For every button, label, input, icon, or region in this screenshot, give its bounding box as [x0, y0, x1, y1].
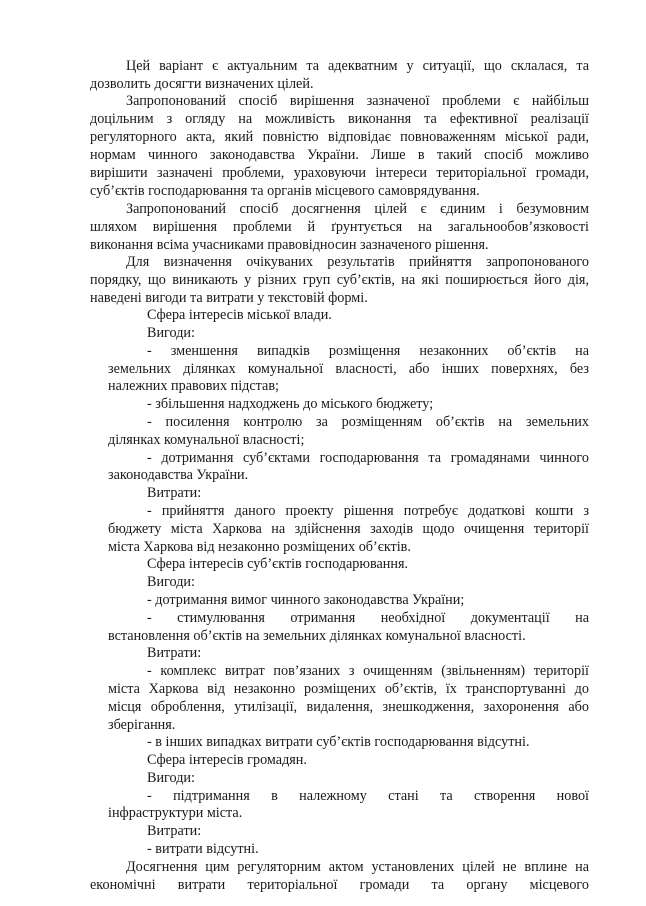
text-line: дозволить досягти визначених цілей. [90, 76, 314, 92]
list-item: - дотримання вимог чинного законодавства України; [147, 592, 465, 608]
text-line: вирішити зазначені проблеми, ураховуючи інтереси територіальної громади, [90, 165, 589, 181]
list-item: - в інших випадках витрати суб’єктів господарювання відсутні. [147, 734, 530, 750]
list-item: - зменшення випадків розміщення незаконних об’єктів на [147, 343, 589, 359]
list-item: - стимулювання отримання необхідної документації на [147, 610, 589, 626]
text-line: місця оброблення, утилізації, видалення, знешкодження, захоронення або [108, 699, 589, 715]
text-line: міста Харкова від незаконно розміщених об’єктів. [108, 539, 411, 555]
text-line: належних правових підстав; [108, 378, 279, 394]
text-line: нормам чинного законодавства України. Лише в такий спосіб можливо [90, 147, 589, 163]
list-item: - збільшення надходжень до міського бюджету; [147, 396, 434, 412]
text-line: виконання всіма учасниками правовідносин зазначеного рішення. [90, 237, 489, 253]
text-line: шляхом вирішення проблеми й ґрунтується на загальнообов’язковості [90, 219, 589, 235]
text-line: наведені вигоди та витрати у текстовій формі. [90, 290, 368, 306]
text-line: Запропонований спосіб вирішення зазначеної проблеми є найбільш [126, 93, 589, 109]
subheading: Вигоди: [147, 770, 195, 786]
subheading: Витрати: [147, 645, 202, 661]
text-line: Цей варіант є актуальним та адекватним у ситуації, що склалася, та [126, 58, 589, 74]
text-line: Досягнення цим регуляторним актом установлених цілей не вплине на [126, 859, 589, 875]
text-line: доцільним з огляду на можливість виконання та ефективної реалізації [90, 111, 589, 127]
subheading: Витрати: [147, 823, 202, 839]
list-item: - комплекс витрат пов’язаних з очищенням (звільненням) території [147, 663, 589, 679]
text-line: економічні витрати територіальної громади та органу місцевого [90, 877, 589, 893]
list-item: - прийняття даного проекту рішення потребує додаткові кошти з [147, 503, 589, 519]
subheading: Витрати: [147, 485, 202, 501]
text-line: регуляторного акта, який повністю відповідає повноваженням міської ради, [90, 129, 589, 145]
text-line: міста Харкова від незаконно розміщених об’єктів, їх транспортуванні до [108, 681, 589, 697]
list-item: - посилення контролю за розміщенням об’єктів на земельних [147, 414, 589, 430]
text-line: Запропонований спосіб досягнення цілей є єдиним і безумовним [126, 201, 589, 217]
section-heading: Сфера інтересів міської влади. [147, 307, 332, 323]
text-line: законодавства України. [108, 467, 249, 483]
text-line: земельних ділянках комунальної власності, або інших поверхнях, без [108, 361, 589, 377]
text-line: встановлення об’єктів на земельних ділянках комунальної власності. [108, 628, 526, 644]
text-line: Для визначення очікуваних результатів прийняття запропонованого [126, 254, 589, 270]
subheading: Вигоди: [147, 574, 195, 590]
text-line: суб’єктів господарювання та органів місцевого самоврядування. [90, 183, 480, 199]
subheading: Вигоди: [147, 325, 195, 341]
list-item: - підтримання в належному стані та створення нової [147, 788, 589, 804]
text-line: порядку, що виникають у різних груп суб’єктів, на які поширюється його дія, [90, 272, 589, 288]
text-line: бюджету міста Харкова на здійснення заходів щодо очищення території [108, 521, 589, 537]
section-heading: Сфера інтересів громадян. [147, 752, 307, 768]
list-item: - дотримання суб’єктами господарювання та громадянами чинного [147, 450, 589, 466]
text-line: ділянках комунальної власності; [108, 432, 305, 448]
list-item: - витрати відсутні. [147, 841, 259, 857]
section-heading: Сфера інтересів суб’єктів господарювання. [147, 556, 409, 572]
text-line: інфраструктури міста. [108, 805, 243, 821]
text-line: зберігання. [108, 717, 176, 733]
